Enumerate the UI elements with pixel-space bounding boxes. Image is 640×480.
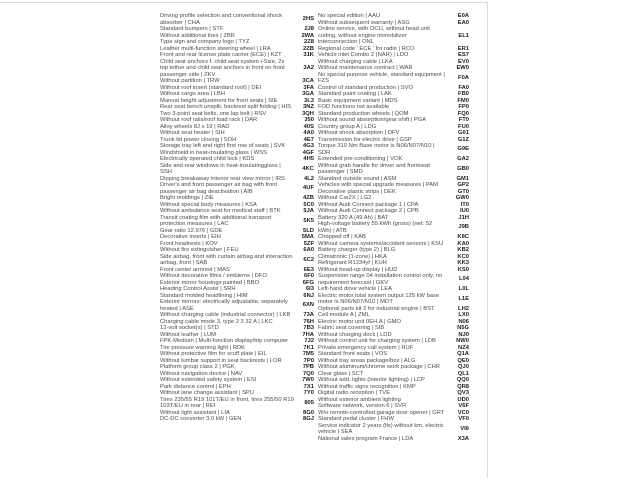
option-description: Torque 310 Nm Base motor is N06/N07/N10 | SDR	[318, 143, 435, 156]
option-code: J1H	[458, 214, 469, 221]
option-row	[318, 436, 469, 443]
option-code: FP0	[458, 104, 469, 110]
option-row	[160, 59, 314, 79]
option-description: Platform group class 2 | PGK	[160, 364, 235, 370]
right-border-line	[487, 2, 488, 478]
option-description: Extended pre-conditioning | VOK	[318, 156, 403, 162]
option-code: 6A0	[303, 247, 314, 253]
option-description: Dipping breakaway interior rear view mirror | IRS	[160, 175, 285, 182]
option-description: Digital radio reception | TVE	[318, 390, 390, 396]
option-code: LX0	[458, 312, 469, 318]
option-code: 7PB	[302, 364, 314, 370]
option-description: Without additional tires | ZBR	[160, 32, 235, 39]
option-description: Clear glass | SCT	[318, 370, 364, 377]
option-description: National sales program France | LDA	[318, 435, 414, 442]
option-code: 3L3	[304, 97, 314, 104]
option-description: Without Audi Connect package 1 | CPA	[318, 201, 419, 208]
option-code: 4A0	[303, 130, 314, 136]
option-description: Without shock absorption | DFV	[318, 130, 400, 136]
option-code: L0L	[458, 286, 469, 292]
option-code: ES7	[458, 52, 469, 58]
option-description: Transmission for electric drive | GSP	[318, 136, 412, 143]
option-code: FQ0	[457, 110, 469, 117]
option-code: 3CA	[302, 78, 314, 84]
option-code: FT0	[458, 117, 469, 123]
option-code: 7X1	[303, 383, 314, 390]
option-description: Without Car2X | LG2	[318, 195, 372, 201]
option-description: Standard front seats | VOS	[318, 351, 388, 357]
option-row	[318, 221, 469, 234]
option-description: Without grab handle for driver and frontseat passenger | SMD	[318, 162, 430, 175]
option-description: Fabric seat covering | SIB	[318, 325, 385, 331]
option-code: GA2	[457, 156, 469, 162]
option-code: 5C0	[303, 201, 314, 208]
option-description: Battery charger (type 2) | BLG	[318, 247, 396, 253]
option-code: QE0	[457, 357, 469, 364]
option-description: Without protective film for scuff plate | EIL	[160, 351, 267, 357]
option-description: Private emergency call system | RUF	[318, 344, 414, 351]
option-description: Without roof insert (standard roof) | DEI	[160, 84, 262, 91]
option-description: Chopped off | KAB	[318, 234, 366, 240]
option-description: Front headrests | KOV	[160, 240, 218, 247]
option-description: Without seat heater | SIH	[160, 130, 225, 136]
option-code: 5LD	[303, 227, 314, 234]
option-code: 7K1	[303, 344, 314, 351]
option-description: Left-hand drive vehicle | LEA	[318, 286, 393, 292]
option-code: FU0	[458, 123, 469, 130]
option-code: 73A	[303, 312, 314, 318]
option-description: Gear ratio 12.976 | GDE	[160, 227, 223, 234]
option-description: Driver's and front passenger air bag with front passenger air bag deactivation | AIB	[160, 182, 278, 195]
option-description: Windshield in heat-insulating glass | WSS	[160, 149, 267, 156]
option-code: 6XN	[302, 302, 314, 309]
option-description: Without decorative films / emblems | DFO	[160, 273, 267, 279]
option-description: Tire pressure warning light | RDK	[160, 344, 246, 351]
option-code: 5MA	[301, 234, 314, 240]
option-description: Suspension range 04 installation control only, no requirement forecast | GKV	[318, 273, 443, 286]
option-code: 5JA	[303, 208, 314, 214]
option-description: Online service, with OCU, without head unit coding, without engine immobilizer interconnection | ONL	[318, 26, 430, 45]
option-description: Without lumbar support in seat backrests | LOR	[160, 357, 282, 364]
option-code: G01	[458, 130, 469, 136]
option-code: EL1	[458, 32, 469, 39]
option-description: Vehicles with special upgrade measures | PAM	[318, 182, 438, 188]
option-code: F0A	[458, 74, 469, 81]
option-code: 2Z8	[304, 39, 314, 45]
option-code: 2HS	[302, 16, 314, 23]
option-row	[160, 13, 314, 26]
option-description: Without control unit for charging system | LDB	[318, 338, 436, 344]
option-description: Standard molded headlining | HIM	[160, 292, 248, 299]
option-description: Decorative plastic strips | DEK	[318, 188, 396, 195]
option-description: Alloy wheels 8J x 19 | RAD	[160, 123, 230, 130]
option-description: Storage tray left and right first row of seats | SVK	[160, 143, 286, 149]
option-description: Standard pedal cluster | FHW	[318, 416, 394, 422]
option-description: DC-DC converter 3.0 kW | GEN	[160, 416, 242, 422]
option-code: UD0	[457, 396, 469, 403]
option-description: W/o remote-controlled garage door opener | GRT	[318, 409, 445, 416]
option-description: 12-volt socket(s) | STD	[160, 325, 219, 331]
option-row	[318, 26, 469, 46]
option-description: FOD functions not available	[318, 104, 390, 110]
option-description: No special purpose vehicle, standard equipment | FZS	[318, 71, 445, 84]
option-description: Type sign and company logo | TYZ	[160, 39, 250, 45]
option-code: G9E	[457, 146, 469, 153]
option-description: Without add. lights (interior lighting) | LCP	[318, 377, 425, 383]
option-description: Standard production wheels | QOM	[318, 110, 409, 117]
option-description: Battery 320 A (49 Ah) | BAT	[318, 214, 389, 221]
option-row	[160, 254, 314, 267]
option-code: 7M5	[302, 351, 314, 357]
option-description: Tires 235/55 R19 101T/EU in front, tires 255/50 R19 103T/EU in rear | REI	[160, 396, 294, 409]
option-code: QQ0	[456, 377, 469, 383]
option-description: Without charging cable | LKA	[318, 58, 393, 65]
option-code: FB0	[458, 91, 469, 97]
option-code: L04	[459, 276, 469, 283]
option-code: 350	[304, 117, 314, 123]
option-code: KC0	[457, 253, 469, 260]
option-code: GM1	[456, 175, 469, 182]
option-code: 7J2	[304, 338, 314, 344]
option-code: 40S	[303, 123, 314, 130]
option-description: Climatronic (1-zone) | HKA	[318, 253, 387, 260]
option-code: EA0	[457, 19, 469, 26]
option-description: Driving profile selection and conventional shock absorber | CHA	[160, 13, 283, 26]
option-description: Vehicle inlet Combo 2 (NAR) | LDO	[318, 52, 409, 58]
option-description: Without maintenance contract | WAR	[318, 65, 413, 71]
option-code: 7W0	[302, 377, 314, 383]
option-code: 4KC	[302, 165, 314, 172]
option-code: QR8	[457, 383, 469, 390]
option-code: EV0	[458, 58, 469, 65]
option-code: 6NJ	[303, 292, 314, 299]
option-description: Without subsequent warranty | ASG	[318, 19, 410, 26]
option-description: Without ambulance seat for medical staff | BTK	[160, 208, 281, 214]
option-code: 3FA	[303, 84, 314, 91]
option-code: 7HA	[302, 331, 314, 338]
option-code: 6I3	[305, 286, 314, 292]
option-description: Without partition | TRW	[160, 78, 220, 84]
option-description: Side and rear windows in heat-insulatingglass | SSH	[160, 162, 281, 175]
option-code: 4ZB	[303, 195, 314, 201]
option-code: N5G	[457, 325, 469, 331]
option-description: Rear seat bench unsplit, backrest split folding | HIS	[160, 104, 292, 110]
option-code: L1E	[458, 295, 469, 302]
option-code: V6F	[458, 403, 469, 409]
option-code: FM0	[457, 97, 469, 104]
options-column-left	[160, 13, 314, 423]
top-border-line	[0, 2, 488, 3]
option-code: KK3	[457, 260, 469, 266]
option-description: Standard bumpers | STF	[160, 26, 224, 32]
option-description: Without light assistant | LIA	[160, 409, 230, 416]
option-row	[318, 143, 469, 156]
option-code: QJ0	[458, 364, 469, 370]
option-description: Manual height adjustment for front seats | SIE	[160, 97, 278, 104]
option-description: Standard paint coating | LAK	[318, 91, 392, 97]
option-description: Control of standard production | SVO	[318, 84, 413, 91]
option-code: LH2	[458, 305, 469, 312]
option-description: Leather multi-function steering wheel | LRA	[160, 45, 271, 52]
option-description: Without navigation device | NAV	[160, 370, 243, 377]
option-code: 3A2	[303, 65, 314, 71]
option-description: Without charging cable (industrial connector) | LKB	[160, 312, 291, 318]
option-description: Heading Control Assist | SRH	[160, 286, 236, 292]
option-description: Without exterior ambient lighting	[318, 396, 401, 403]
option-description: Without cargo area | LBH	[160, 91, 225, 97]
option-description: Without traffic signs recognition | KMP	[318, 383, 416, 390]
option-description: Front and rear license plate carrier (ECE) | KZT	[160, 52, 282, 58]
option-description: Optional parts kit 2 for industrial engine | BST	[318, 305, 435, 312]
option-code: QL1	[457, 370, 469, 377]
option-code: KS0	[457, 266, 469, 273]
option-code: J9B	[458, 224, 469, 231]
option-code: 7Y0	[303, 390, 314, 396]
option-code: NW0	[456, 338, 469, 344]
option-code: 4E7	[303, 136, 314, 143]
option-code: GB0	[457, 165, 469, 172]
option-description: Side airbag, front with curtain airbag and interaction airbag, front | SAB	[160, 253, 293, 266]
option-code: ER1	[457, 45, 469, 52]
option-code: 8G0	[303, 409, 314, 416]
option-description: Without aluminum/chrome work package | CHR	[318, 364, 440, 370]
option-row	[318, 273, 469, 286]
option-code: 7B3	[303, 325, 314, 331]
option-description: Charging cable mode 3, type 2 3 32 A | LKC	[160, 318, 273, 325]
option-description: Without Audi Connect package 2 | CPB	[318, 208, 419, 214]
option-description: Park distance control | EPH	[160, 383, 231, 390]
option-description: Standard outside sound | ASM	[318, 175, 397, 182]
option-code: VI6	[460, 425, 469, 432]
option-description: Cell module A | ZML	[318, 312, 370, 318]
option-code: K8C	[457, 234, 469, 240]
option-description: Decorative inserts | EIH	[160, 234, 221, 240]
option-code: 4GF	[302, 149, 314, 156]
option-code: 8GJ	[303, 416, 314, 422]
option-description: Without extended safety system | ESI	[160, 377, 257, 383]
option-code: VC0	[457, 409, 469, 416]
option-code: 6E3	[303, 266, 314, 273]
option-description: Without sound absorption/gear shift | PGA	[318, 117, 427, 123]
option-description: Software network, version 6 | SVR	[318, 403, 407, 409]
option-code: GP2	[457, 182, 469, 188]
option-description: Exterior mirror housings painted | BBO	[160, 279, 260, 286]
option-description: Child seat anchors f. child seat system i-Size, 2x top tether and child seat anchors in front on front passenger side | ZKV	[160, 58, 285, 78]
option-row	[318, 293, 469, 306]
option-code: 805	[304, 399, 314, 406]
option-code: FA0	[458, 84, 469, 91]
option-description: Without charging dock | LDD	[318, 331, 392, 338]
option-code: 3QH	[302, 110, 314, 117]
option-description: Refrigerant R1234yf | KUH	[318, 260, 387, 266]
option-code: 5K5	[303, 217, 314, 224]
option-code: 3NZ	[303, 104, 314, 110]
option-description: Two 3-point seat belts, one lap belt | RSV	[160, 110, 267, 117]
option-code: IT0	[460, 201, 469, 208]
option-description: FPK-Medium | Multi-function display/trip computer	[160, 338, 289, 344]
option-description: Electrically operated child lock | KDS	[160, 156, 255, 162]
option-code: 4UF	[303, 185, 314, 192]
option-description: Without fire extinguisher | FEU	[160, 247, 239, 253]
option-description: Transit coating film with additional transport protection measures | LAC	[160, 214, 272, 227]
option-description: High-voltage battery 55 kWh (gross) (net: 52 kWh) | ATB	[318, 221, 433, 234]
option-row	[160, 163, 314, 176]
option-row	[160, 215, 314, 228]
option-code: KB2	[457, 247, 469, 253]
option-code: 4L2	[304, 175, 314, 182]
option-description: No special edition | AAU	[318, 13, 381, 19]
option-row	[318, 423, 469, 436]
option-description: Exterior mirrors: electrically adjustable, separately heated | ASE	[160, 299, 288, 312]
option-description: Regional code ' ECE ' for radio | RCO	[318, 45, 415, 52]
option-code: NJ0	[458, 331, 469, 338]
option-row	[160, 182, 314, 195]
option-description: Without head-up display | HUD	[318, 266, 398, 273]
option-description: Bright moldings | ZIE	[160, 195, 214, 201]
option-description: Trunk lid power closing | SOH	[160, 136, 237, 143]
option-code: 7Q0	[303, 370, 314, 377]
option-description: Without lane change assistant | SPU	[160, 390, 254, 396]
option-row	[318, 72, 469, 85]
option-row	[160, 299, 314, 312]
option-code: IU0	[459, 208, 469, 214]
option-code: 7P0	[303, 357, 314, 364]
option-code: GW0	[455, 195, 469, 201]
option-code: NZ4	[458, 344, 469, 351]
option-description: Without tray areas package/box | ALG	[318, 357, 416, 364]
option-row	[318, 163, 469, 176]
option-code: 31K	[303, 52, 314, 58]
option-description: Service indicator 2 years (fix) without km, electric vehicle | SEA	[318, 422, 444, 435]
option-code: 6F0	[304, 273, 314, 279]
option-code: 6FG	[302, 279, 314, 286]
option-code: VF0	[458, 416, 469, 422]
option-description: Without special body measures | KSA	[160, 201, 257, 208]
option-code: 76H	[303, 318, 314, 325]
option-code: G1Z	[457, 136, 469, 143]
option-code: QV3	[457, 390, 469, 396]
option-code: 5ZF	[303, 240, 314, 247]
option-code: 4G3	[303, 143, 314, 149]
option-description: Without leather | LUM	[160, 331, 216, 338]
option-code: N06	[458, 318, 469, 325]
option-code: X3A	[457, 435, 469, 442]
option-code: 3GA	[302, 91, 314, 97]
option-code: 2WA	[301, 32, 314, 39]
option-code: GT0	[457, 188, 469, 195]
option-description: Basic equipment variant | MDS	[318, 97, 398, 104]
option-description: Electric motor total system output 125 kW base motor is N06/N07/N10 | MOT	[318, 292, 440, 305]
option-row	[160, 416, 314, 423]
option-code: 2ZB	[303, 45, 314, 52]
option-code: 6C2	[303, 256, 314, 263]
option-code: EW0	[456, 65, 469, 71]
option-description: Without camera systems/accident sensors | KSU	[318, 240, 444, 247]
option-code: E0A	[457, 13, 469, 19]
option-code: KA0	[457, 240, 469, 247]
option-description: Electric motor unit 0EH.A | GMO	[318, 318, 402, 325]
options-column-right	[318, 13, 469, 442]
option-description: Without roof rails/roof load rack | DAR	[160, 117, 258, 123]
option-code: Q1A	[457, 351, 469, 357]
option-row	[160, 397, 314, 410]
option-description: Front center armrest | MAS	[160, 266, 230, 273]
option-description: Country group A | LDG	[318, 123, 377, 130]
option-code: 2J8	[304, 26, 314, 32]
option-code: 4H5	[303, 156, 314, 162]
